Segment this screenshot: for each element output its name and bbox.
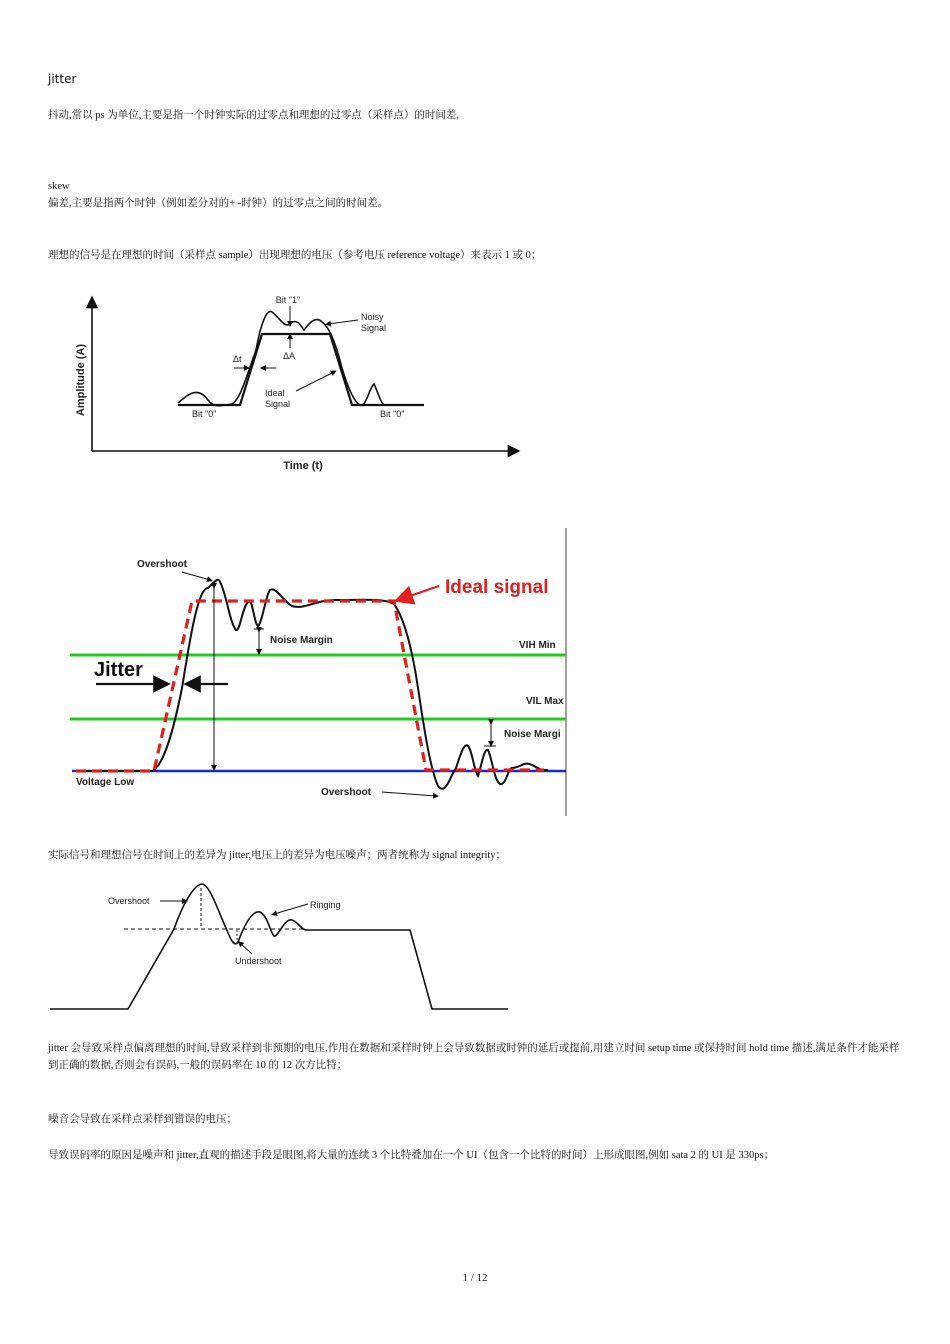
delta-t-label: Δt [233, 354, 242, 364]
y-axis-label: Amplitude (A) [75, 343, 87, 417]
noisy-signal-label-line1: Noisy [361, 312, 384, 322]
figure-noisy-vs-ideal-signal [60, 288, 530, 480]
heading-jitter: jitter [48, 72, 77, 86]
ideal-signal-label-line2: Signal [265, 399, 291, 409]
noisy-signal-label-line2: Signal [361, 323, 387, 333]
noise-margin-top-label: Noise Margin [270, 635, 333, 646]
page-number: 1 / 12 [462, 1272, 488, 1284]
paragraph-skew-definition: 偏差,主要是指两个时钟（例如差分对的+ -时钟）的过零点之间的时间差。 [48, 198, 389, 209]
undershoot-label: Undershoot [235, 956, 282, 966]
paragraph-ideal-signal: 理想的信号是在理想的时间（采样点 sample）出现理想的电压（参考电压 reference voltage）来表示 1 或 0； [48, 250, 542, 261]
bit-0-right-label: Bit "0" [380, 409, 405, 419]
overshoot-top-label: Overshoot [137, 559, 188, 570]
overshoot-label: Overshoot [108, 896, 150, 906]
noise-margin-bottom-label: Noise Margi [504, 729, 561, 740]
paragraph-ber-cause: 导致误码率的原因是噪声和 jitter,直观的描述手段是眼图,将大量的连续 3 个比特叠加在一个 UI（包含一个比特的时间）上形成眼图,例如 sata 2 的 UI 是 330ps； [48, 1150, 775, 1161]
ideal-signal-label-line1: Ideal [265, 388, 285, 398]
ideal-signal-dashed-trace [76, 601, 544, 771]
bit-0-left-label: Bit "0" [192, 409, 217, 419]
paragraph-jitter-definition: 抖动,常以 ps 为单位,主要是指一个时钟实际的过零点和理想的过零点（采样点）的时间差, [48, 110, 459, 121]
overshoot-bottom-label: Overshoot [321, 787, 372, 798]
figure-overshoot-ringing [48, 876, 518, 1016]
figure-jitter-noise-margin [64, 528, 569, 816]
heading-skew: skew [48, 181, 70, 192]
vih-min-label: VIH Min [519, 640, 556, 651]
bit-1-label: Bit "1" [275, 295, 301, 305]
paragraph-jitter-effect: jitter 会导致采样点偏离理想的时间,导致采样到非预期的电压,作用在数据和采样时钟上会导致数据或时钟的延后或提前,用建立时间 setup time 或保持时间 hold time 描述,满足条件才能采样到正确的数据,否则会有误码,一般的误码率在 10 的 12 次方比特； [48, 1043, 900, 1071]
ideal-signal-trace [178, 334, 424, 405]
ringing-label: Ringing [310, 900, 341, 910]
paragraph-signal-integrity: 实际信号和理想信号在时间上的差异为 jitter,电压上的差异为电压噪声；两者统称为 signal integrity； [48, 850, 507, 861]
vil-max-label: VIL Max [526, 696, 564, 707]
voltage-low-label: Voltage Low [76, 777, 135, 788]
jitter-label: Jitter [94, 659, 143, 681]
delta-a-label: ΔA [282, 351, 296, 361]
x-axis-label: Time (t) [283, 460, 323, 472]
ideal-signal-label: Ideal signal [445, 577, 549, 598]
paragraph-noise-effect: 噪音会导致在采样点采样到错误的电压； [48, 1114, 237, 1125]
noisy-signal-trace [178, 311, 424, 405]
